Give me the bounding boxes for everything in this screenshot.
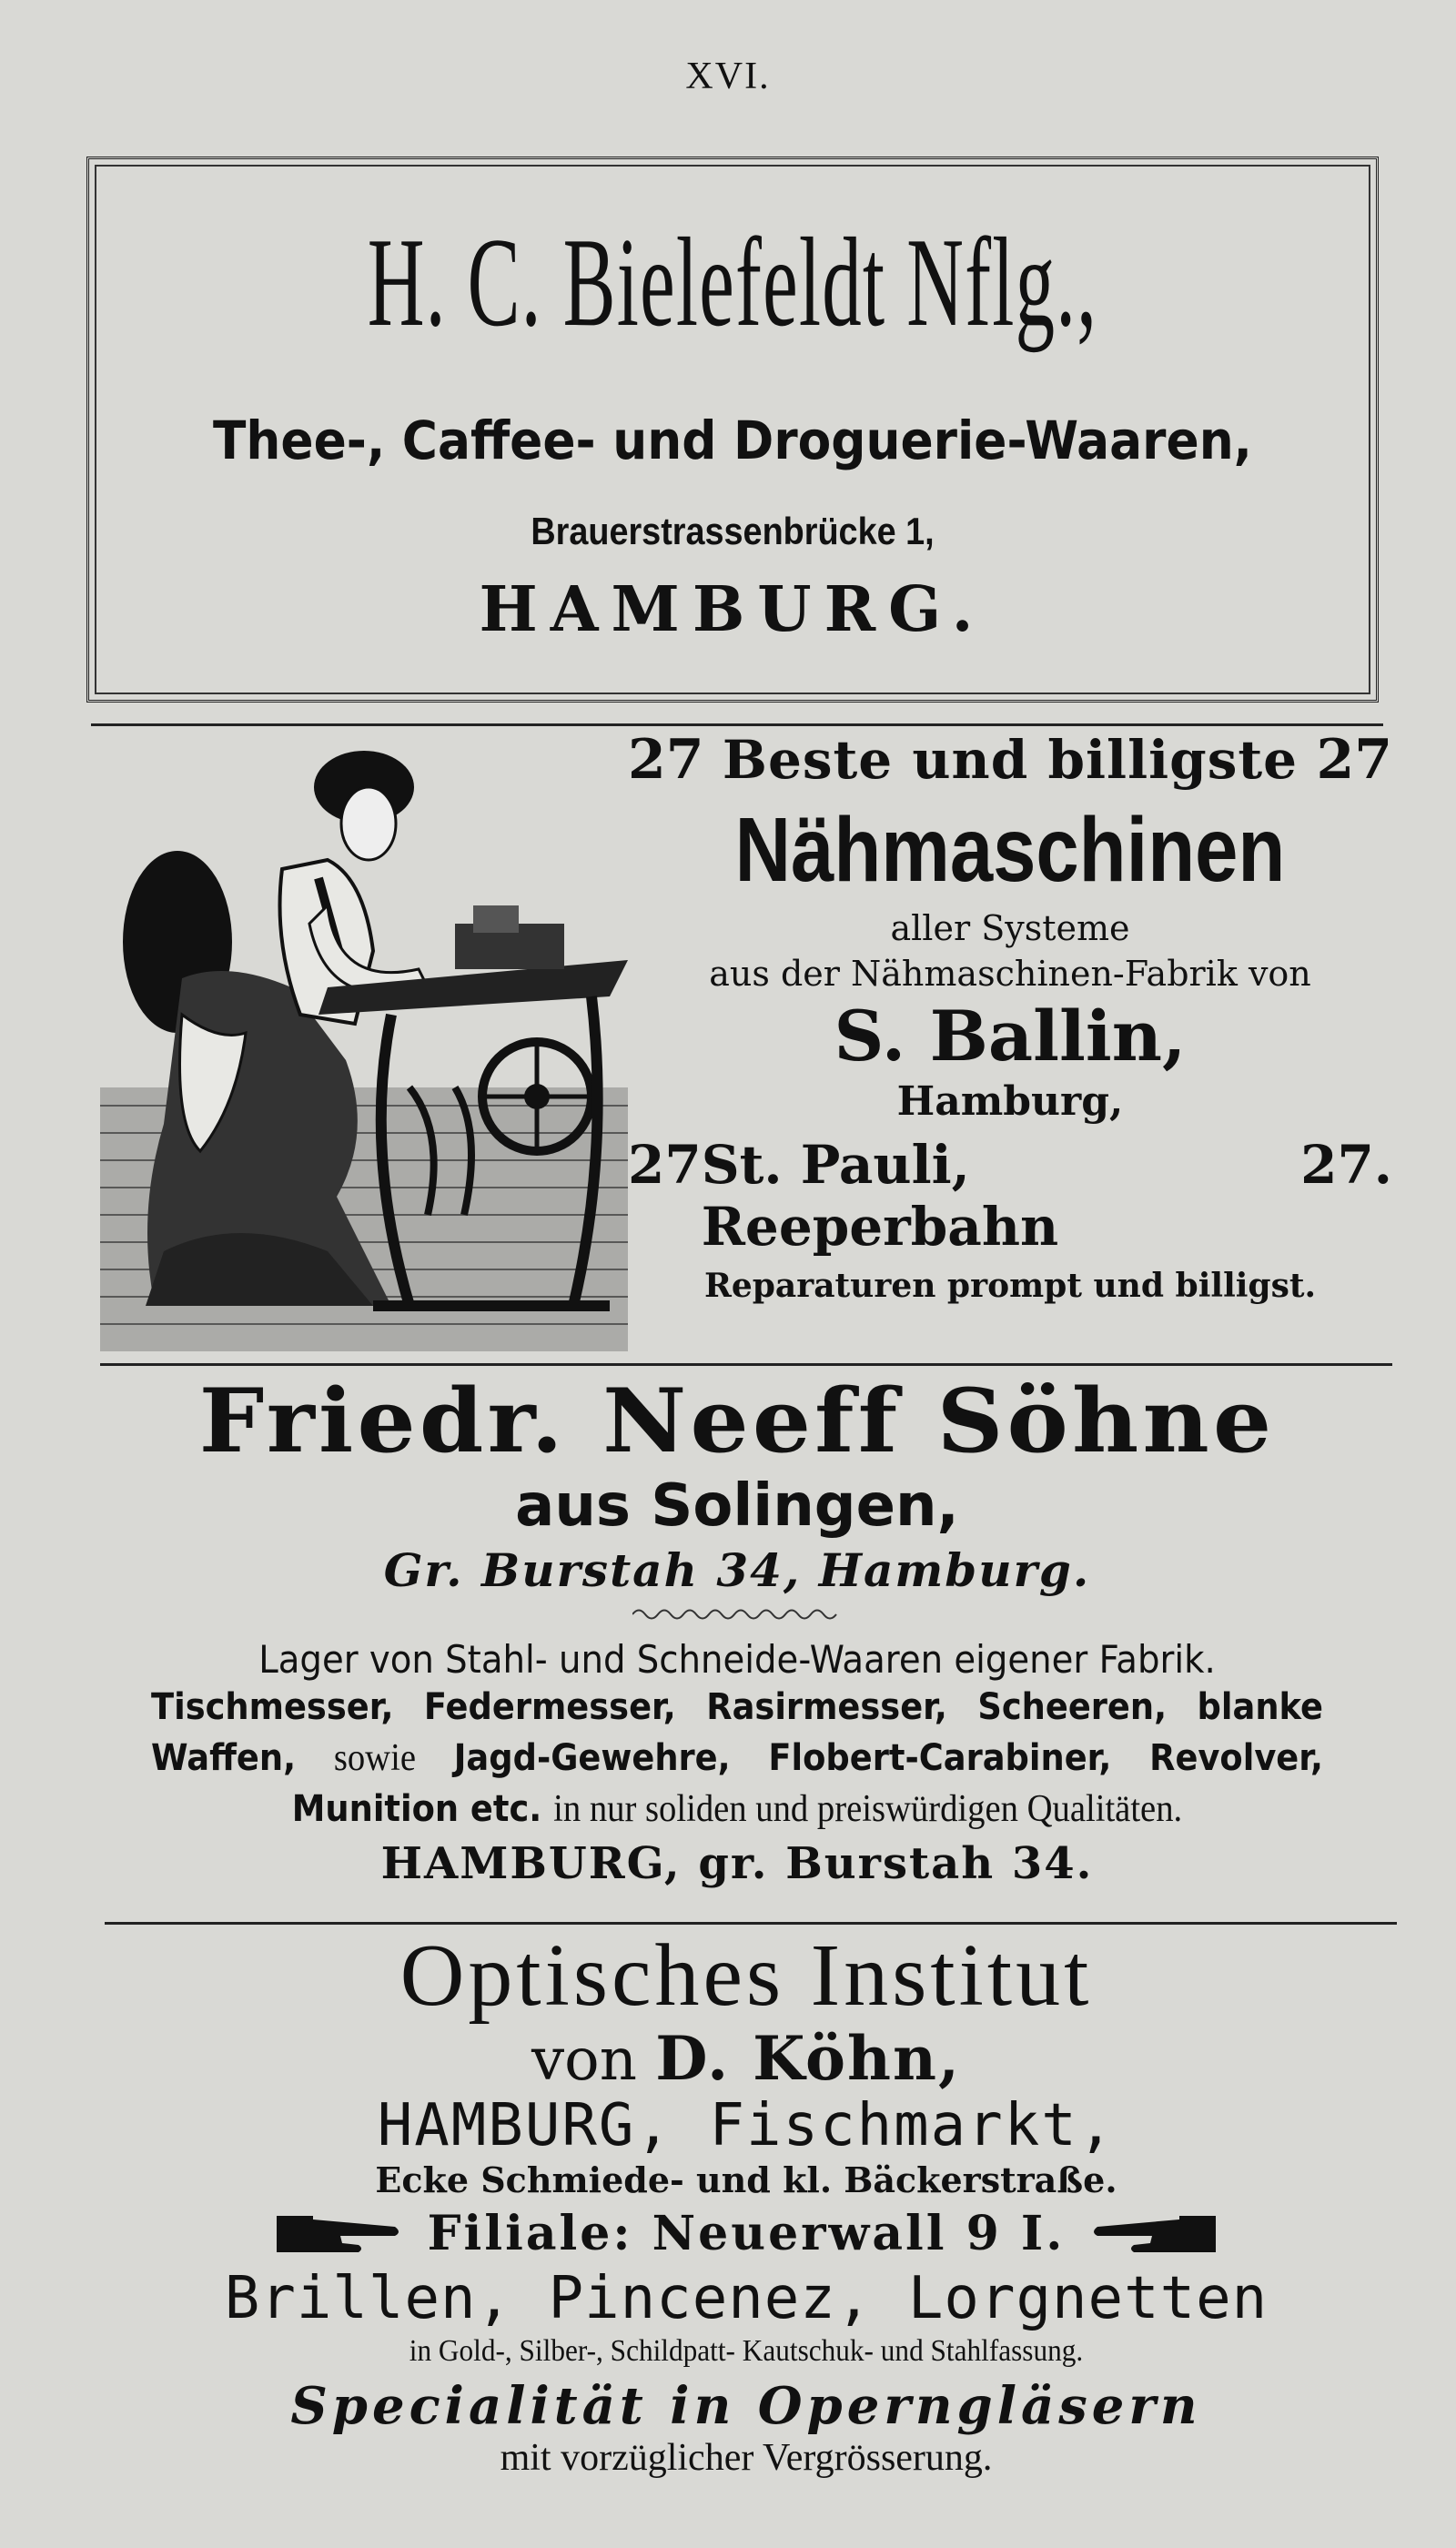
- address-line: Brauerstrassenbrücke 1,: [531, 510, 935, 552]
- maker-name: S. Ballin,: [834, 996, 1187, 1077]
- glasses-line: Brillen, Pincenez, Lorgnetten: [224, 2265, 1269, 2332]
- wavy-ornament-icon: [632, 1606, 842, 1623]
- items-line-2: [143, 1733, 1331, 1784]
- items-quality: in nur soliden und preiswürdigen Qualitäten.: [553, 1788, 1183, 1830]
- goods-line: Thee-, Caffee- und Droguerie-Waaren,: [213, 410, 1252, 471]
- city-line: HAMBURG.: [479, 573, 986, 646]
- firm-name: Friedr. Neeff Söhne: [198, 1370, 1276, 1472]
- frames-line: in Gold-, Silber-, Schildpatt- Kautschuk- und Stahlfassung.: [409, 2334, 1084, 2368]
- footer-address: HAMBURG, gr. Burstah 34.: [380, 1838, 1094, 1889]
- stock-line: Lager von Stahl- und Schneide-Waaren eigener Fabrik.: [258, 1637, 1216, 1682]
- pointing-hand-left-icon: [1088, 2207, 1216, 2261]
- number-left: 27: [628, 728, 704, 792]
- items-guns: Jagd-Gewehre, Flobert-Carabiner, Revolver,: [453, 1737, 1323, 1779]
- street-number-right: 27.: [1300, 1134, 1392, 1196]
- product-name: Nähmaschinen: [734, 799, 1286, 901]
- firm-name: H. C. Bielefeldt Nflg.,: [367, 212, 1098, 353]
- headline: Beste und billigste: [722, 729, 1299, 791]
- magnification-line: mit vorzüglicher Vergrösserung.: [500, 2437, 993, 2479]
- location-line: HAMBURG, Fischmarkt,: [377, 2092, 1116, 2159]
- von-word: von: [531, 2027, 637, 2094]
- items-sowie: sowie: [333, 1737, 416, 1779]
- institute-name: Optisches Institut: [399, 1926, 1093, 2025]
- number-right: 27: [1316, 728, 1392, 792]
- branch-row: [91, 2206, 1401, 2261]
- sewing-woman-illustration-icon: [100, 742, 628, 1351]
- specialty-line: Specialität in Operngläsern: [290, 2376, 1202, 2436]
- repairs-line: Reparaturen prompt und billigst.: [703, 1267, 1317, 1305]
- street-row: [628, 1134, 1392, 1258]
- items-line-3: [143, 1784, 1331, 1835]
- page-number: XVI.: [685, 56, 771, 97]
- branch-address: Filiale: Neuerwall 9 I.: [427, 2206, 1066, 2261]
- ad-koehn: [91, 1925, 1401, 2480]
- systems-line: aller Systeme: [890, 908, 1130, 948]
- origin-line: aus Solingen,: [515, 1472, 959, 1540]
- corner-line: Ecke Schmiede- und kl. Bäckerstraße.: [375, 2159, 1117, 2200]
- street-name: St. Pauli, Reeperbahn: [701, 1134, 1059, 1258]
- items-ammo: Munition etc.: [291, 1788, 542, 1830]
- factory-line: aus der Nähmaschinen-Fabrik von: [709, 954, 1311, 994]
- ad-ballin: [628, 723, 1392, 1305]
- headline-row: [628, 723, 1392, 796]
- items-line-1: Tischmesser, Federmesser, Rasirmesser, Scheeren, blanke: [150, 1686, 1323, 1728]
- street-number-left: 27: [628, 1134, 702, 1196]
- owner-name: D. Köhn,: [655, 2023, 961, 2094]
- ad-neeff: [91, 1370, 1383, 1889]
- address-line: Gr. Burstah 34, Hamburg.: [383, 1543, 1091, 1597]
- owner-line: [91, 2023, 1401, 2094]
- pointing-hand-right-icon: [277, 2207, 404, 2261]
- ad-bielefeldt: [86, 157, 1379, 703]
- divider: [100, 1363, 1392, 1366]
- city-line: Hamburg,: [896, 1078, 1124, 1125]
- items-weapons: Waffen,: [150, 1737, 297, 1779]
